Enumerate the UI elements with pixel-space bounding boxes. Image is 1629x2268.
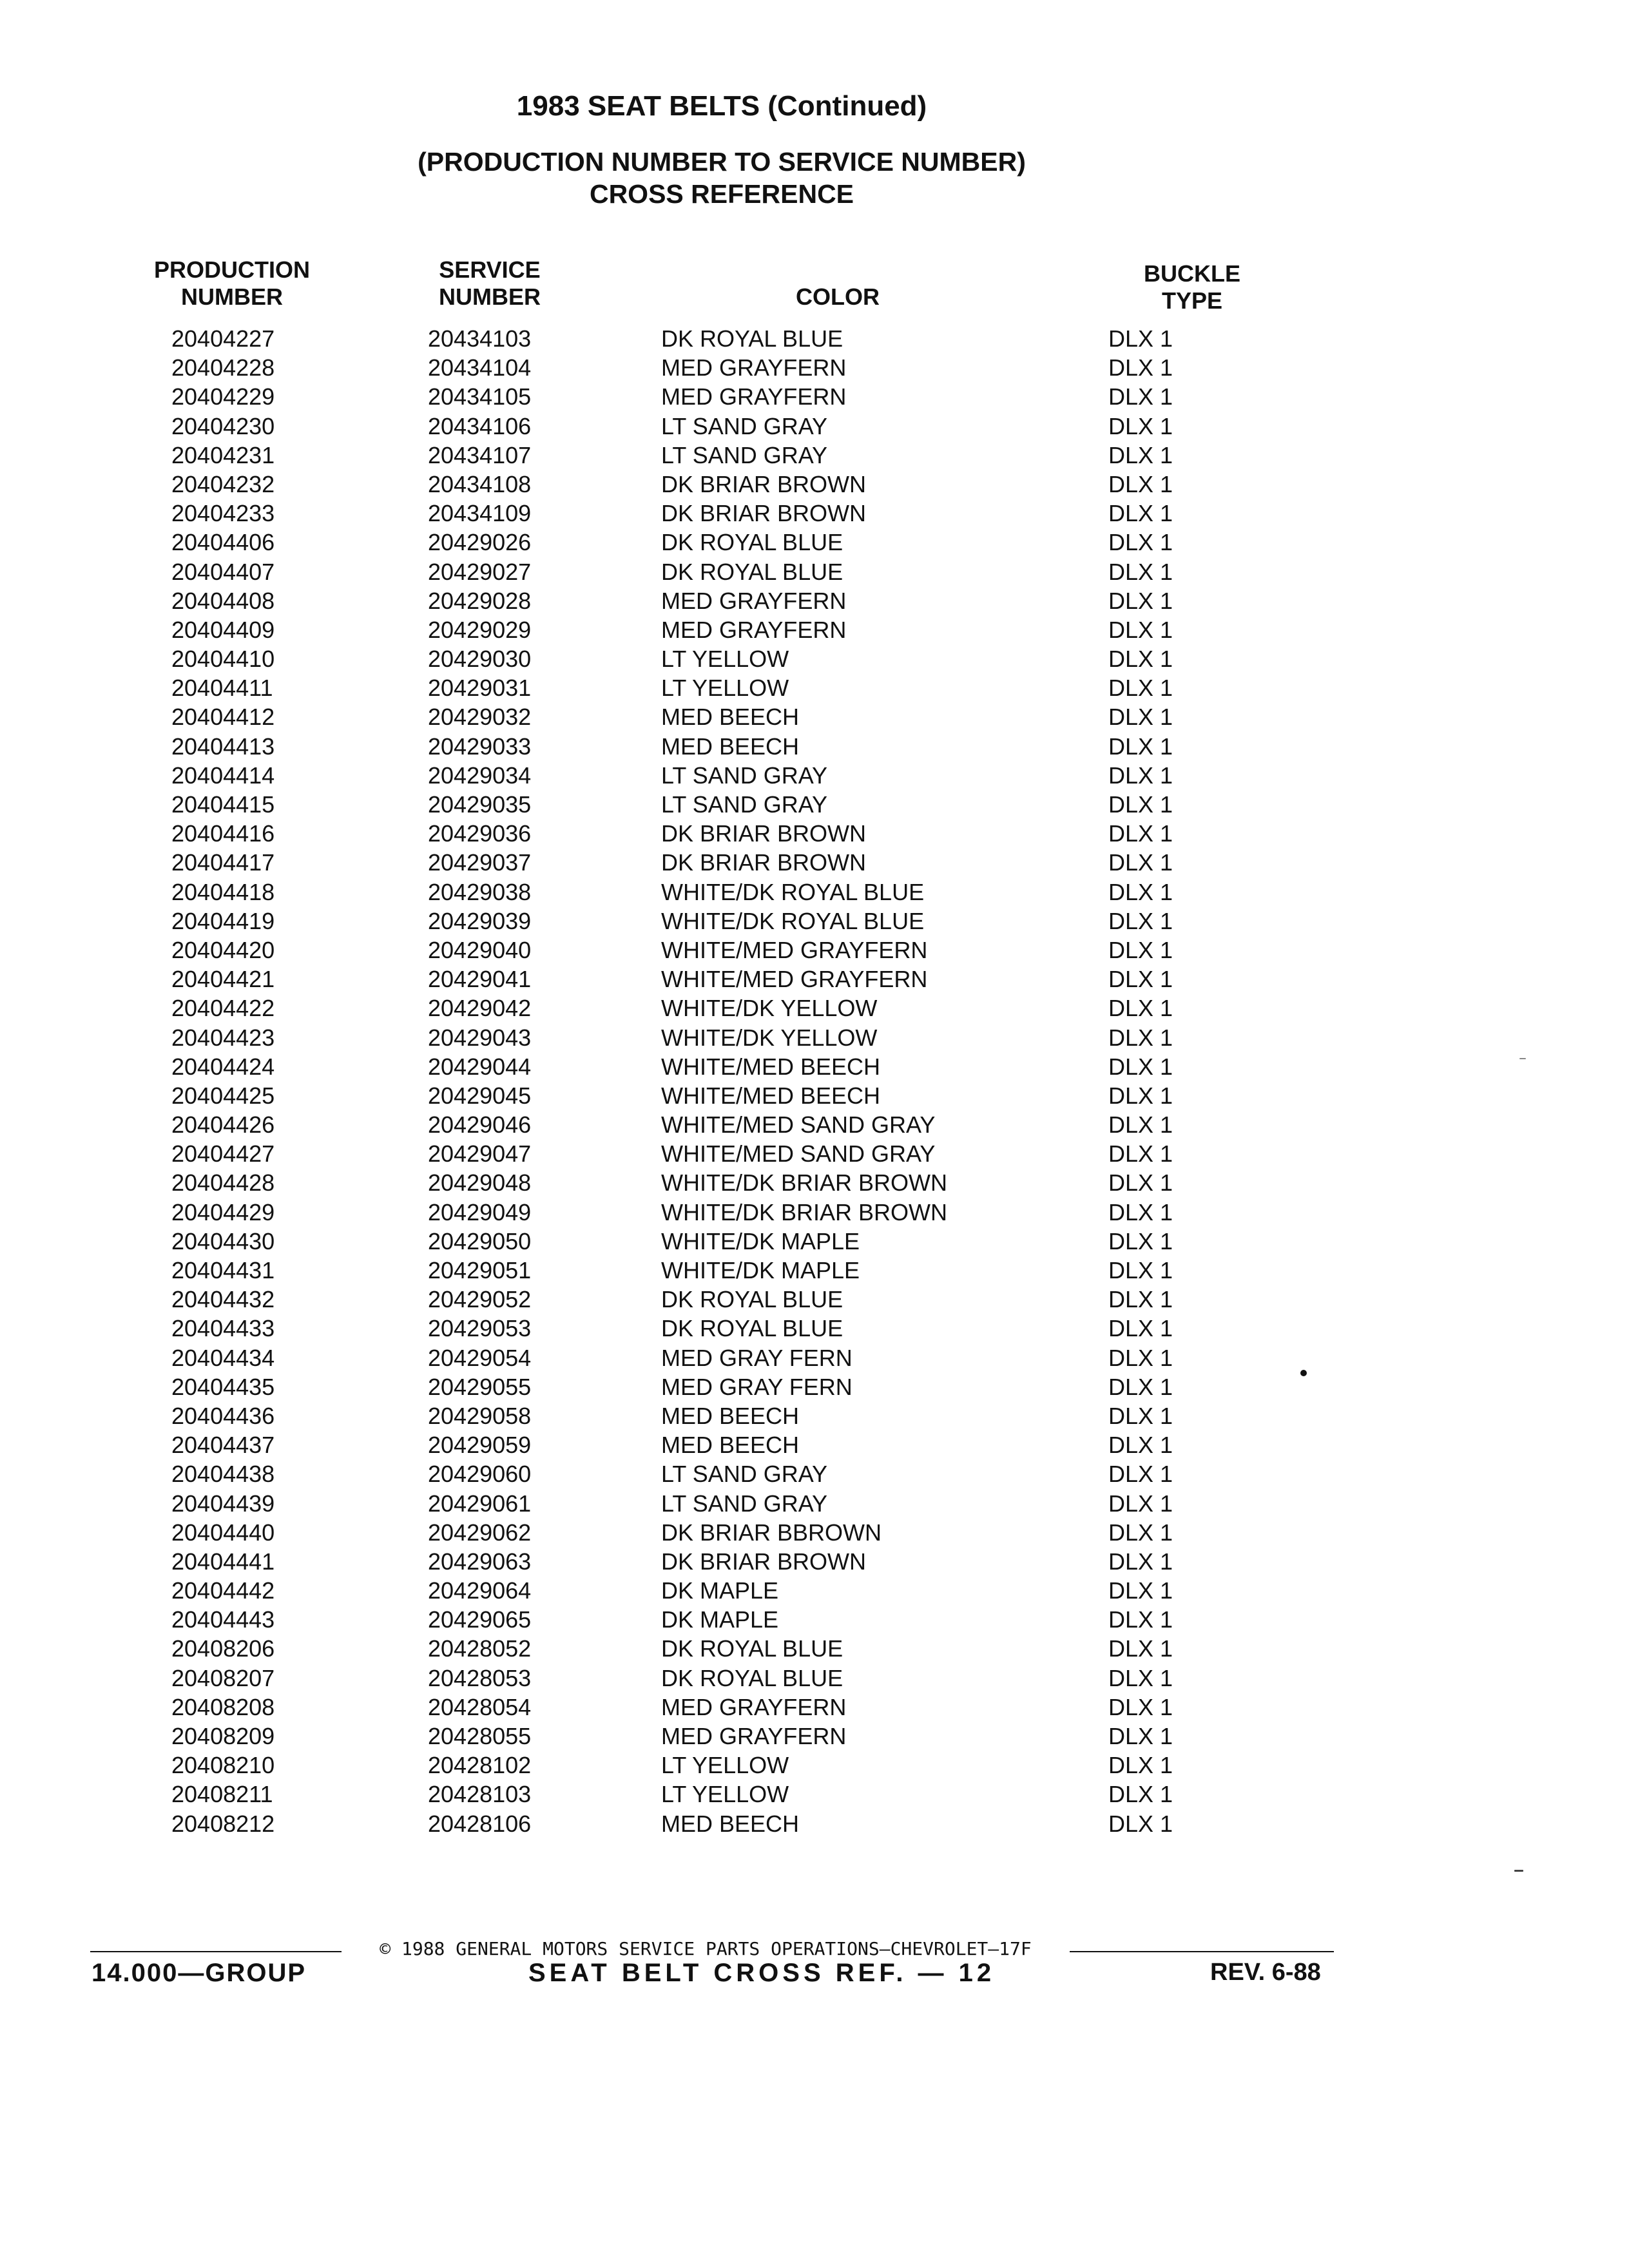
table-row — [0, 702, 1629, 731]
footer-rule-right — [1070, 1951, 1334, 1952]
color-cell: LT SAND GRAY — [661, 412, 828, 439]
buckle-type-cell: DLX 1 — [1108, 1752, 1173, 1779]
color-cell: WHITE/MED GRAYFERN — [661, 966, 928, 993]
table-row — [0, 1576, 1629, 1605]
buckle-type-cell: DLX 1 — [1108, 1664, 1173, 1691]
table-row — [0, 1314, 1629, 1343]
production-number-cell: 20404231 — [171, 441, 275, 468]
production-number-cell: 20404424 — [171, 1053, 275, 1080]
table-row — [0, 441, 1629, 470]
service-number-cell: 20434104 — [428, 354, 532, 381]
production-number-cell: 20404411 — [171, 675, 273, 702]
table-row — [0, 1198, 1629, 1227]
buckle-type-cell: DLX 1 — [1108, 966, 1173, 993]
service-number-cell: 20429063 — [428, 1548, 532, 1575]
production-number-cell: 20404407 — [171, 558, 275, 585]
color-cell: DK MAPLE — [661, 1606, 779, 1633]
header-production-number: PRODUCTION NUMBER — [154, 256, 310, 310]
service-number-cell: 20429040 — [428, 936, 532, 963]
production-number-cell: 20404420 — [171, 936, 275, 963]
production-number-cell: 20404443 — [171, 1606, 275, 1633]
service-number-cell: 20429048 — [428, 1169, 532, 1196]
table-row — [0, 1401, 1629, 1430]
table-row — [0, 790, 1629, 819]
production-number-cell: 20404230 — [171, 412, 275, 439]
production-number-cell: 20408207 — [171, 1664, 275, 1691]
color-cell: WHITE/MED SAND GRAY — [661, 1140, 936, 1168]
color-cell: WHITE/DK YELLOW — [661, 1024, 878, 1051]
production-number-cell: 20404440 — [171, 1519, 275, 1546]
buckle-type-cell: DLX 1 — [1108, 1635, 1173, 1662]
production-number-cell: 20404430 — [171, 1227, 275, 1254]
table-row — [0, 994, 1629, 1023]
buckle-type-cell: DLX 1 — [1108, 1402, 1173, 1429]
service-number-cell: 20428054 — [428, 1693, 532, 1720]
buckle-type-cell: DLX 1 — [1108, 1227, 1173, 1254]
color-cell: WHITE/DK YELLOW — [661, 995, 878, 1022]
table-row — [0, 819, 1629, 848]
color-cell: WHITE/DK ROYAL BLUE — [661, 878, 925, 905]
table-row — [0, 1605, 1629, 1634]
table-row — [0, 1780, 1629, 1809]
color-cell: DK BRIAR BROWN — [661, 820, 867, 847]
footer-group: 14.000—GROUP — [92, 1959, 307, 1987]
production-number-cell: 20404409 — [171, 616, 275, 643]
service-number-cell: 20429034 — [428, 762, 532, 789]
color-cell: DK BRIAR BROWN — [661, 500, 867, 527]
table-row — [0, 353, 1629, 382]
color-cell: MED GRAY FERN — [661, 1344, 853, 1371]
service-number-cell: 20429031 — [428, 675, 532, 702]
table-row — [0, 1489, 1629, 1518]
service-number-cell: 20429054 — [428, 1344, 532, 1371]
production-number-cell: 20404228 — [171, 354, 275, 381]
service-number-cell: 20428053 — [428, 1664, 532, 1691]
service-number-cell: 20428052 — [428, 1635, 532, 1662]
production-number-cell: 20404422 — [171, 995, 275, 1022]
color-cell: MED GRAYFERN — [661, 616, 847, 643]
buckle-type-cell: DLX 1 — [1108, 470, 1173, 497]
service-number-cell: 20428055 — [428, 1723, 532, 1749]
buckle-type-cell: DLX 1 — [1108, 354, 1173, 381]
color-cell: MED BEECH — [661, 1402, 800, 1429]
table-row — [0, 1227, 1629, 1256]
color-cell: DK BRIAR BROWN — [661, 470, 867, 497]
service-number-cell: 20429058 — [428, 1402, 532, 1429]
production-number-cell: 20404418 — [171, 878, 275, 905]
table-row — [0, 1459, 1629, 1488]
page-subtitle-cross-reference: CROSS REFERENCE — [589, 179, 854, 209]
production-number-cell: 20404436 — [171, 1402, 275, 1429]
buckle-type-cell: DLX 1 — [1108, 1024, 1173, 1051]
table-row — [0, 470, 1629, 499]
table-row — [0, 1168, 1629, 1197]
service-number-cell: 20429046 — [428, 1111, 532, 1139]
color-cell: DK ROYAL BLUE — [661, 529, 843, 556]
buckle-type-cell: DLX 1 — [1108, 1257, 1173, 1283]
service-number-cell: 20429042 — [428, 995, 532, 1022]
color-cell: DK ROYAL BLUE — [661, 558, 843, 585]
service-number-cell: 20429049 — [428, 1198, 532, 1225]
production-number-cell: 20404435 — [171, 1373, 275, 1400]
service-number-cell: 20429043 — [428, 1024, 532, 1051]
color-cell: WHITE/DK ROYAL BLUE — [661, 907, 925, 934]
buckle-type-cell: DLX 1 — [1108, 1344, 1173, 1371]
service-number-cell: 20434105 — [428, 383, 532, 410]
production-number-cell: 20404419 — [171, 907, 275, 934]
service-number-cell: 20434106 — [428, 412, 532, 439]
service-number-cell: 20428106 — [428, 1810, 532, 1837]
color-cell: WHITE/DK BRIAR BROWN — [661, 1169, 948, 1196]
footer-rule-left — [90, 1951, 342, 1952]
table-row — [0, 1430, 1629, 1459]
service-number-cell: 20434103 — [428, 325, 532, 352]
buckle-type-cell: DLX 1 — [1108, 704, 1173, 731]
service-number-cell: 20428102 — [428, 1752, 532, 1779]
production-number-cell: 20404417 — [171, 849, 275, 876]
color-cell: LT SAND GRAY — [661, 762, 828, 789]
table-row — [0, 907, 1629, 936]
service-number-cell: 20434109 — [428, 500, 532, 527]
color-cell: WHITE/MED SAND GRAY — [661, 1111, 936, 1139]
production-number-cell: 20404442 — [171, 1577, 275, 1604]
buckle-type-cell: DLX 1 — [1108, 441, 1173, 468]
color-cell: MED GRAYFERN — [661, 587, 847, 614]
buckle-type-cell: DLX 1 — [1108, 733, 1173, 760]
footer-copyright: © 1988 GENERAL MOTORS SERVICE PARTS OPERATIONS—CHEVROLET—17F — [380, 1938, 1032, 1959]
production-number-cell: 20404437 — [171, 1432, 275, 1459]
buckle-type-cell: DLX 1 — [1108, 412, 1173, 439]
color-cell: MED GRAYFERN — [661, 383, 847, 410]
production-number-cell: 20408212 — [171, 1810, 275, 1837]
buckle-type-cell: DLX 1 — [1108, 1111, 1173, 1139]
color-cell: DK MAPLE — [661, 1577, 779, 1604]
production-number-cell: 20408210 — [171, 1752, 275, 1779]
production-number-cell: 20408206 — [171, 1635, 275, 1662]
buckle-type-cell: DLX 1 — [1108, 820, 1173, 847]
production-number-cell: 20404429 — [171, 1198, 275, 1225]
table-row — [0, 1693, 1629, 1722]
production-number-cell: 20404431 — [171, 1257, 275, 1283]
table-row — [0, 644, 1629, 673]
table-row — [0, 324, 1629, 353]
table-row — [0, 499, 1629, 528]
table-row — [0, 615, 1629, 644]
page-title: 1983 SEAT BELTS (Continued) — [516, 90, 927, 122]
table-row — [0, 1052, 1629, 1081]
color-cell: MED GRAYFERN — [661, 1723, 847, 1749]
service-number-cell: 20429064 — [428, 1577, 532, 1604]
table-row — [0, 848, 1629, 877]
table-row — [0, 1081, 1629, 1110]
service-number-cell: 20429044 — [428, 1053, 532, 1080]
buckle-type-cell: DLX 1 — [1108, 1373, 1173, 1400]
table-row — [0, 412, 1629, 441]
table-row — [0, 1110, 1629, 1139]
buckle-type-cell: DLX 1 — [1108, 1053, 1173, 1080]
service-number-cell: 20429027 — [428, 558, 532, 585]
service-number-cell: 20429055 — [428, 1373, 532, 1400]
production-number-cell: 20404406 — [171, 529, 275, 556]
table-row — [0, 1634, 1629, 1663]
production-number-cell: 20404438 — [171, 1461, 275, 1488]
buckle-type-cell: DLX 1 — [1108, 1606, 1173, 1633]
production-number-cell: 20404412 — [171, 704, 275, 731]
production-number-cell: 20404410 — [171, 646, 275, 673]
buckle-type-cell: DLX 1 — [1108, 1082, 1173, 1109]
production-number-cell: 20404421 — [171, 966, 275, 993]
production-number-cell: 20404233 — [171, 500, 275, 527]
buckle-type-cell: DLX 1 — [1108, 907, 1173, 934]
scan-speck — [1300, 1370, 1307, 1376]
table-row — [0, 1139, 1629, 1168]
buckle-type-cell: DLX 1 — [1108, 878, 1173, 905]
buckle-type-cell: DLX 1 — [1108, 1723, 1173, 1749]
color-cell: MED GRAYFERN — [661, 354, 847, 381]
buckle-type-cell: DLX 1 — [1108, 791, 1173, 818]
service-number-cell: 20429032 — [428, 704, 532, 731]
color-cell: WHITE/DK MAPLE — [661, 1227, 860, 1254]
buckle-type-cell: DLX 1 — [1108, 1810, 1173, 1837]
buckle-type-cell: DLX 1 — [1108, 1490, 1173, 1517]
buckle-type-cell: DLX 1 — [1108, 1693, 1173, 1720]
service-number-cell: 20429030 — [428, 646, 532, 673]
color-cell: MED BEECH — [661, 1432, 800, 1459]
color-cell: LT YELLOW — [661, 1752, 789, 1779]
buckle-type-cell: DLX 1 — [1108, 529, 1173, 556]
production-number-cell: 20404229 — [171, 383, 275, 410]
service-number-cell: 20429051 — [428, 1257, 532, 1283]
scan-speck — [1519, 1058, 1526, 1059]
service-number-cell: 20429065 — [428, 1606, 532, 1633]
buckle-type-cell: DLX 1 — [1108, 558, 1173, 585]
service-number-cell: 20428103 — [428, 1781, 532, 1808]
production-number-cell: 20404232 — [171, 470, 275, 497]
production-number-cell: 20404415 — [171, 791, 275, 818]
service-number-cell: 20429053 — [428, 1315, 532, 1342]
buckle-type-cell: DLX 1 — [1108, 500, 1173, 527]
buckle-type-cell: DLX 1 — [1108, 849, 1173, 876]
header-service-number: SERVICE NUMBER — [439, 256, 541, 310]
color-cell: DK ROYAL BLUE — [661, 1664, 843, 1691]
service-number-cell: 20429028 — [428, 587, 532, 614]
service-number-cell: 20429062 — [428, 1519, 532, 1546]
color-cell: MED GRAYFERN — [661, 1693, 847, 1720]
service-number-cell: 20429050 — [428, 1227, 532, 1254]
header-buckle-type: BUCKLE TYPE — [1144, 260, 1240, 314]
color-cell: WHITE/DK MAPLE — [661, 1257, 860, 1283]
buckle-type-cell: DLX 1 — [1108, 1461, 1173, 1488]
service-number-cell: 20429035 — [428, 791, 532, 818]
production-number-cell: 20404425 — [171, 1082, 275, 1109]
table-row — [0, 936, 1629, 965]
table-row — [0, 382, 1629, 411]
buckle-type-cell: DLX 1 — [1108, 616, 1173, 643]
production-number-cell: 20408208 — [171, 1693, 275, 1720]
service-number-cell: 20429039 — [428, 907, 532, 934]
page-subtitle: (PRODUCTION NUMBER TO SERVICE NUMBER) — [418, 147, 1026, 177]
table-row — [0, 761, 1629, 790]
table-row — [0, 878, 1629, 907]
buckle-type-cell: DLX 1 — [1108, 325, 1173, 352]
production-number-cell: 20404433 — [171, 1315, 275, 1342]
service-number-cell: 20429061 — [428, 1490, 532, 1517]
production-number-cell: 20404414 — [171, 762, 275, 789]
color-cell: DK ROYAL BLUE — [661, 325, 843, 352]
table-row — [0, 1343, 1629, 1372]
service-number-cell: 20429047 — [428, 1140, 532, 1168]
table-row — [0, 1664, 1629, 1693]
production-number-cell: 20404416 — [171, 820, 275, 847]
color-cell: DK BRIAR BROWN — [661, 1548, 867, 1575]
buckle-type-cell: DLX 1 — [1108, 1781, 1173, 1808]
service-number-cell: 20434107 — [428, 441, 532, 468]
service-number-cell: 20429037 — [428, 849, 532, 876]
table-row — [0, 528, 1629, 557]
service-number-cell: 20429060 — [428, 1461, 532, 1488]
buckle-type-cell: DLX 1 — [1108, 1286, 1173, 1313]
table-row — [0, 1285, 1629, 1314]
production-number-cell: 20404426 — [171, 1111, 275, 1139]
color-cell: LT SAND GRAY — [661, 441, 828, 468]
table-row — [0, 673, 1629, 702]
service-number-cell: 20429036 — [428, 820, 532, 847]
production-number-cell: 20408211 — [171, 1781, 273, 1808]
footer-section-title: SEAT BELT CROSS REF. — 12 — [528, 1959, 996, 1987]
cross-reference-table — [0, 324, 1629, 1838]
color-cell: LT SAND GRAY — [661, 791, 828, 818]
buckle-type-cell: DLX 1 — [1108, 1432, 1173, 1459]
production-number-cell: 20404227 — [171, 325, 275, 352]
buckle-type-cell: DLX 1 — [1108, 383, 1173, 410]
buckle-type-cell: DLX 1 — [1108, 1519, 1173, 1546]
buckle-type-cell: DLX 1 — [1108, 1169, 1173, 1196]
buckle-type-cell: DLX 1 — [1108, 587, 1173, 614]
production-number-cell: 20404441 — [171, 1548, 275, 1575]
service-number-cell: 20429052 — [428, 1286, 532, 1313]
color-cell: DK ROYAL BLUE — [661, 1635, 843, 1662]
service-number-cell: 20429059 — [428, 1432, 532, 1459]
color-cell: MED BEECH — [661, 704, 800, 731]
buckle-type-cell: DLX 1 — [1108, 1315, 1173, 1342]
scan-speck — [1514, 1870, 1523, 1872]
buckle-type-cell: DLX 1 — [1108, 936, 1173, 963]
color-cell: WHITE/MED BEECH — [661, 1082, 881, 1109]
table-row — [0, 1722, 1629, 1751]
production-number-cell: 20404439 — [171, 1490, 275, 1517]
footer-revision: REV. 6-88 — [1210, 1959, 1321, 1986]
production-number-cell: 20404413 — [171, 733, 275, 760]
color-cell: MED BEECH — [661, 1810, 800, 1837]
buckle-type-cell: DLX 1 — [1108, 762, 1173, 789]
buckle-type-cell: DLX 1 — [1108, 675, 1173, 702]
color-cell: LT YELLOW — [661, 1781, 789, 1808]
production-number-cell: 20404432 — [171, 1286, 275, 1313]
service-number-cell: 20429033 — [428, 733, 532, 760]
production-number-cell: 20408209 — [171, 1723, 275, 1749]
service-number-cell: 20429045 — [428, 1082, 532, 1109]
table-row — [0, 1372, 1629, 1401]
table-row — [0, 1751, 1629, 1780]
table-row — [0, 586, 1629, 615]
table-row — [0, 1023, 1629, 1052]
service-number-cell: 20429026 — [428, 529, 532, 556]
table-row — [0, 1518, 1629, 1547]
color-cell: LT SAND GRAY — [661, 1490, 828, 1517]
color-cell: DK ROYAL BLUE — [661, 1315, 843, 1342]
production-number-cell: 20404427 — [171, 1140, 275, 1168]
table-row — [0, 732, 1629, 761]
production-number-cell: 20404423 — [171, 1024, 275, 1051]
color-cell: DK ROYAL BLUE — [661, 1286, 843, 1313]
service-number-cell: 20429038 — [428, 878, 532, 905]
buckle-type-cell: DLX 1 — [1108, 1140, 1173, 1168]
table-row — [0, 1547, 1629, 1576]
buckle-type-cell: DLX 1 — [1108, 1577, 1173, 1604]
buckle-type-cell: DLX 1 — [1108, 1198, 1173, 1225]
color-cell: MED BEECH — [661, 733, 800, 760]
color-cell: WHITE/MED GRAYFERN — [661, 936, 928, 963]
color-cell: WHITE/DK BRIAR BROWN — [661, 1198, 948, 1225]
color-cell: WHITE/MED BEECH — [661, 1053, 881, 1080]
color-cell: DK BRIAR BROWN — [661, 849, 867, 876]
service-number-cell: 20434108 — [428, 470, 532, 497]
header-color: COLOR — [796, 284, 880, 310]
service-number-cell: 20429029 — [428, 616, 532, 643]
table-row — [0, 557, 1629, 586]
color-cell: LT YELLOW — [661, 675, 789, 702]
table-row — [0, 1256, 1629, 1285]
service-number-cell: 20429041 — [428, 966, 532, 993]
table-row — [0, 1809, 1629, 1838]
production-number-cell: 20404434 — [171, 1344, 275, 1371]
table-row — [0, 965, 1629, 994]
buckle-type-cell: DLX 1 — [1108, 995, 1173, 1022]
buckle-type-cell: DLX 1 — [1108, 1548, 1173, 1575]
buckle-type-cell: DLX 1 — [1108, 646, 1173, 673]
color-cell: LT SAND GRAY — [661, 1461, 828, 1488]
color-cell: DK BRIAR BBROWN — [661, 1519, 882, 1546]
color-cell: LT YELLOW — [661, 646, 789, 673]
production-number-cell: 20404408 — [171, 587, 275, 614]
color-cell: MED GRAY FERN — [661, 1373, 853, 1400]
production-number-cell: 20404428 — [171, 1169, 275, 1196]
